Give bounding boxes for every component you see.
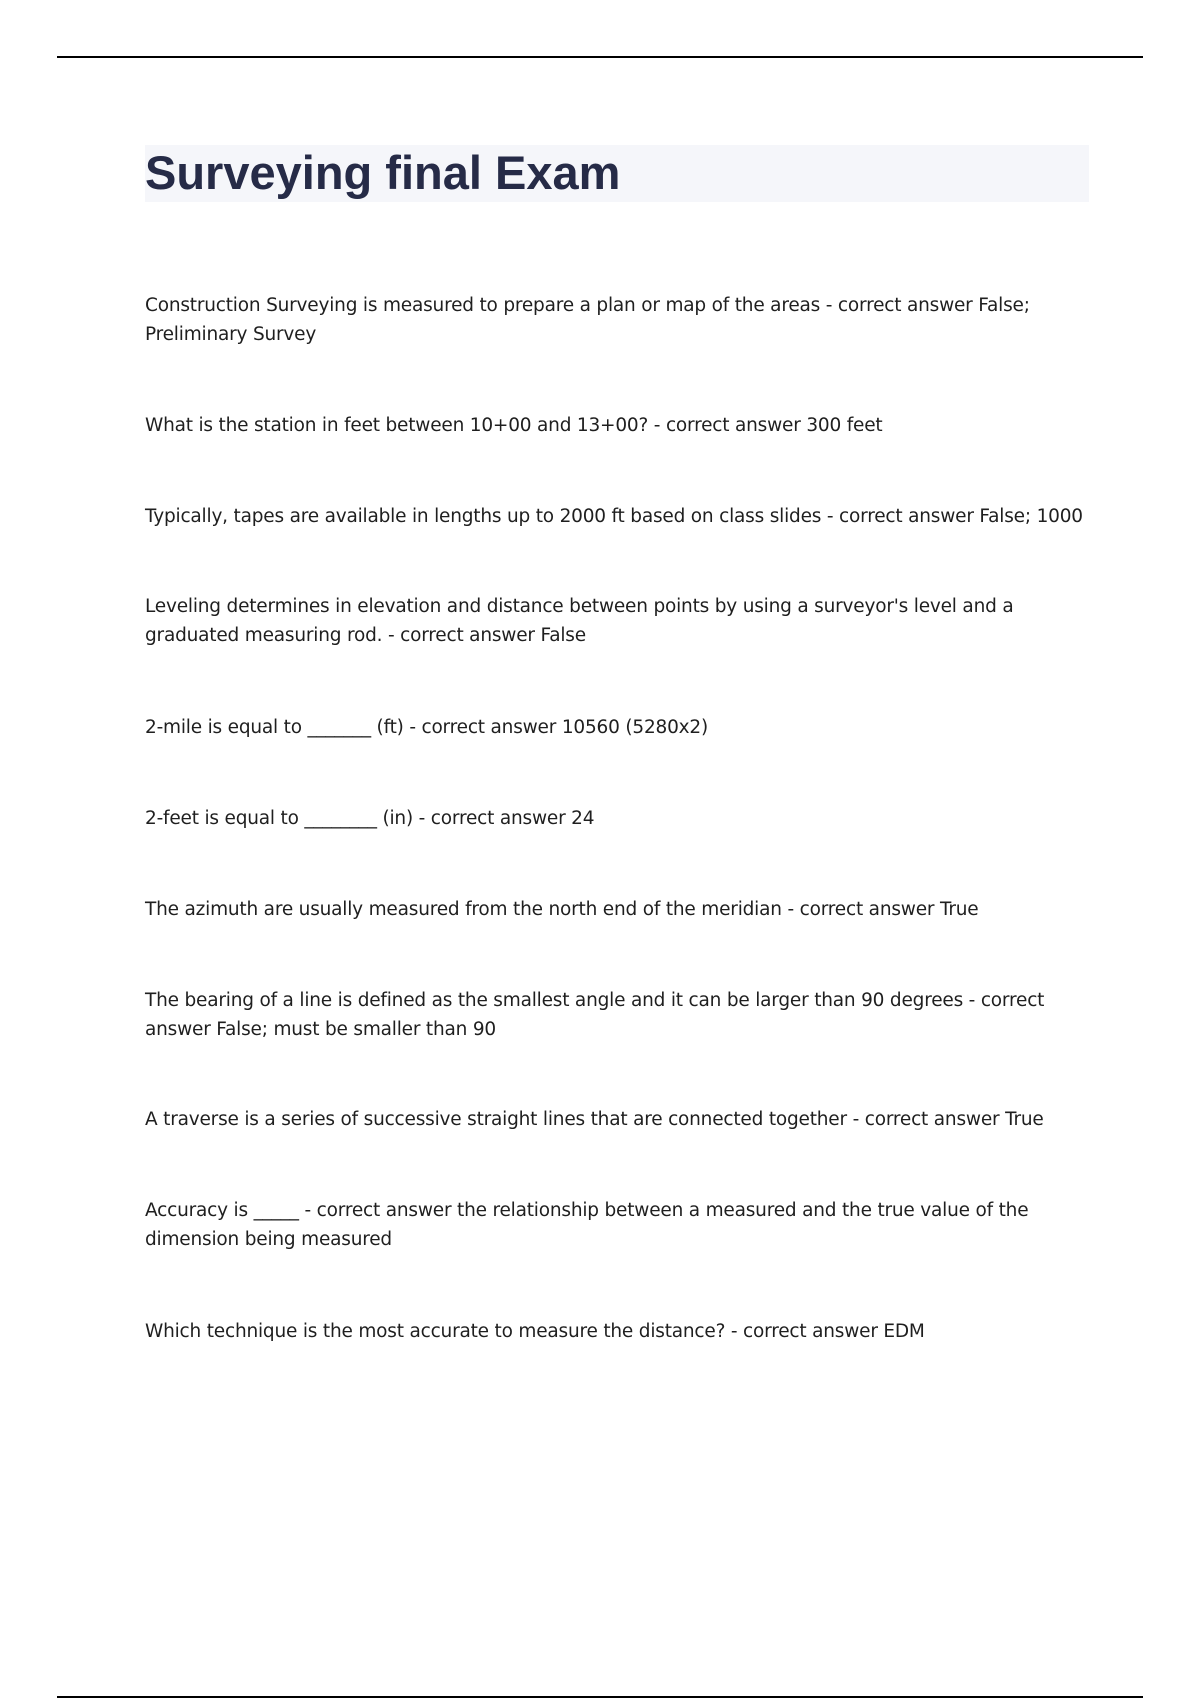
question-item: Typically, tapes are available in lengths up to 2000 ft based on class slides - correct answer False; 1000 (145, 506, 1083, 527)
question-item: A traverse is a series of successive straight lines that are connected together - correct answer True (145, 1109, 1044, 1130)
footer-rule (57, 1696, 1143, 1698)
question-item: Leveling determines in elevation and distance between points by using a surveyor's level and a graduated measuring rod. - correct answer False (145, 596, 1014, 646)
question-item: The bearing of a line is defined as the smallest angle and it can be larger than 90 degrees - correct answer False; must be smaller than 90 (145, 990, 1045, 1040)
page-title: Surveying final Exam (145, 146, 621, 199)
question-item: What is the station in feet between 10+00 and 13+00? - correct answer 300 feet (145, 415, 883, 436)
question-item: Construction Surveying is measured to prepare a plan or map of the areas - correct answer False; Preliminary Survey (145, 295, 1030, 345)
question-item: 2-feet is equal to ________ (in) - correct answer 24 (145, 808, 595, 829)
question-item: The azimuth are usually measured from the north end of the meridian - correct answer True (145, 899, 979, 920)
question-item: Accuracy is _____ - correct answer the relationship between a measured and the true value of the dimension being measured (145, 1200, 1029, 1250)
question-item: Which technique is the most accurate to measure the distance? - correct answer EDM (145, 1321, 925, 1342)
header-rule (57, 56, 1143, 58)
question-item: 2-mile is equal to _______ (ft) - correct answer 10560 (5280x2) (145, 717, 708, 738)
